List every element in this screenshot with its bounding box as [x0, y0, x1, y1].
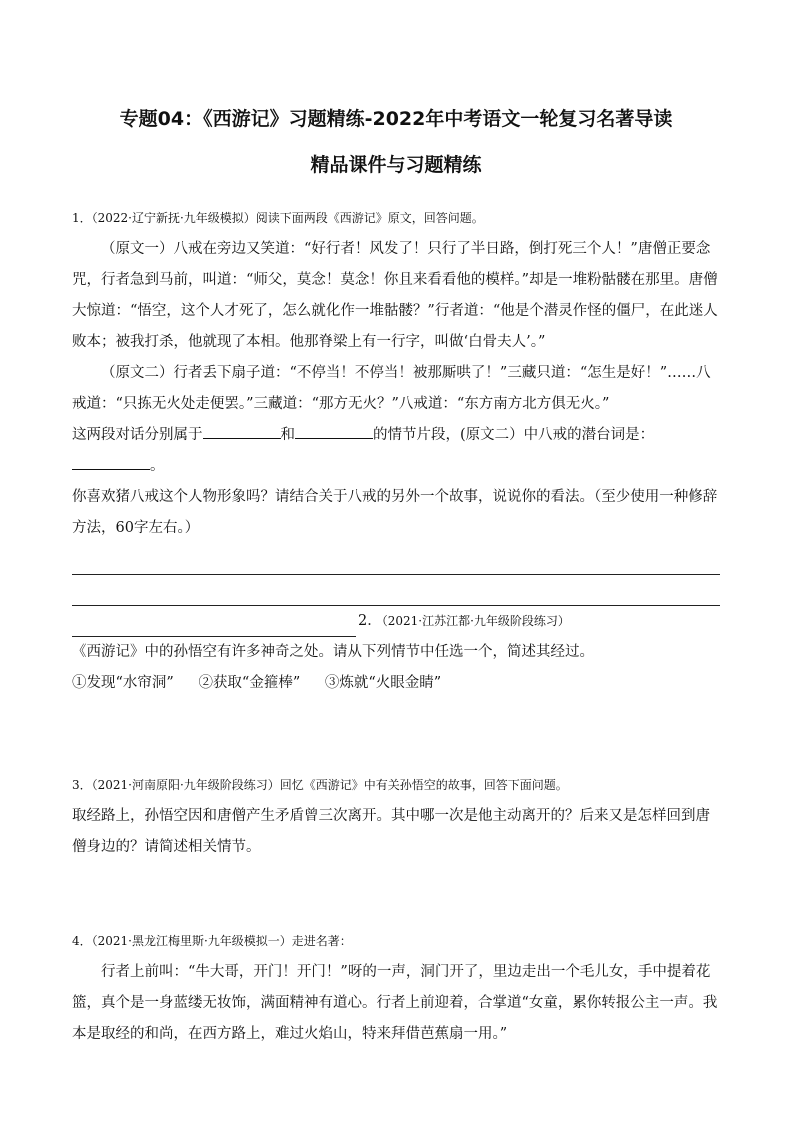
document-page	[72, 96, 720, 1050]
question-3-source: 3．（2021·河南原阳·九年级阶段练习）回忆《西游记》中有关孙悟空的故事，回答下面问题。	[72, 778, 568, 792]
document-title	[72, 96, 720, 188]
question-3-text: 取经路上，孙悟空因和唐僧产生矛盾曾三次离开。其中哪一次是他主动离开的？后来又是怎样回到唐僧身边的？请简述相关情节。	[72, 808, 710, 855]
question-2-text: 《西游记》中的孙悟空有许多神奇之处。请从下列情节中任选一个，简述其经过。	[72, 644, 594, 660]
fill-blank-3[interactable]	[72, 455, 150, 470]
question-3	[72, 769, 720, 863]
answer-line[interactable]	[72, 544, 720, 575]
answer-space[interactable]	[72, 699, 720, 755]
question-2-options	[72, 668, 720, 699]
title-line-1: 专题04：《西游记》习题精练-2022年中考语文一轮复习名著导读	[119, 108, 673, 130]
question-2	[72, 637, 720, 699]
question-1-passage-1: （原文一）八戒在旁边又笑道：“好行者！风发了！只行了半日路，倒打死三个人！”唐僧正要念咒，行者急到马前，叫道：“师父，莫念！莫念！你且来看看他的模样。”却是一堆粉骷髅在那里。唐僧大惊道：“悟空，这个人才死了，怎么就化作一堆骷髅？”行者道：“他是个潜灵作怪的僵尸，在此迷人败本；被我打杀，他就现了本相。他那脊梁上有一行字，叫做‘白骨夫人’。”	[72, 241, 718, 350]
question-1-source: 1．（2022·辽宁新抚·九年级模拟）阅读下面两段《西游记》原文，回答问题。	[72, 211, 484, 225]
question-1-passage-2: （原文二）行者丢下扇子道：“不停当！不停当！被那厮哄了！”三藏只道：“怎生是好！”……八戒道：“只拣无火处走便罢。”三藏道：“那方无火？”八戒道：“东方南方北方俱无火。”	[72, 365, 711, 412]
title-line-2: 精品课件与习题精练	[310, 154, 482, 176]
option-2: ②获取“金箍棒”	[198, 675, 301, 691]
question-2-inline: 2．（2021·江苏江都·九年级阶段练习）	[358, 613, 570, 629]
fill-blank-1[interactable]	[203, 424, 281, 439]
option-3: ③炼就“火眼金睛”	[324, 675, 442, 691]
question-4-passage: 行者上前叫：“牛大哥，开门！开门！”呀的一声，洞门开了，里边走出一个毛儿女，手中提着花篮，真个是一身蓝缕无妆饰，满面精神有道心。行者上前迎着，合掌道“女童，累你转报公主一声。我本是取经的和尚，在西方路上，难过火焰山，特来拜借芭蕉扇一用。”	[72, 964, 718, 1042]
question-4	[72, 925, 720, 1050]
answer-space[interactable]	[72, 863, 720, 911]
option-1: ①发现“水帘洞”	[72, 675, 174, 691]
answer-line[interactable]	[72, 575, 720, 606]
question-1-prompt-2: 你喜欢猪八戒这个人物形象吗？请结合关于八戒的另外一个故事，说说你的看法。（至少使用一种修辞方法，60字左右。）	[72, 489, 718, 536]
fill-blank-2[interactable]	[295, 424, 373, 439]
question-1	[72, 202, 720, 637]
answer-row-with-question-2	[72, 606, 720, 637]
answer-line[interactable]	[72, 606, 356, 637]
question-4-source: 4．（2021·黑龙江梅里斯·九年级模拟一）走进名著：	[72, 934, 352, 948]
question-1-prompt: 这两段对话分别属于 和 的情节片段，(原文二）中八戒的潜台词是：。	[72, 420, 720, 482]
